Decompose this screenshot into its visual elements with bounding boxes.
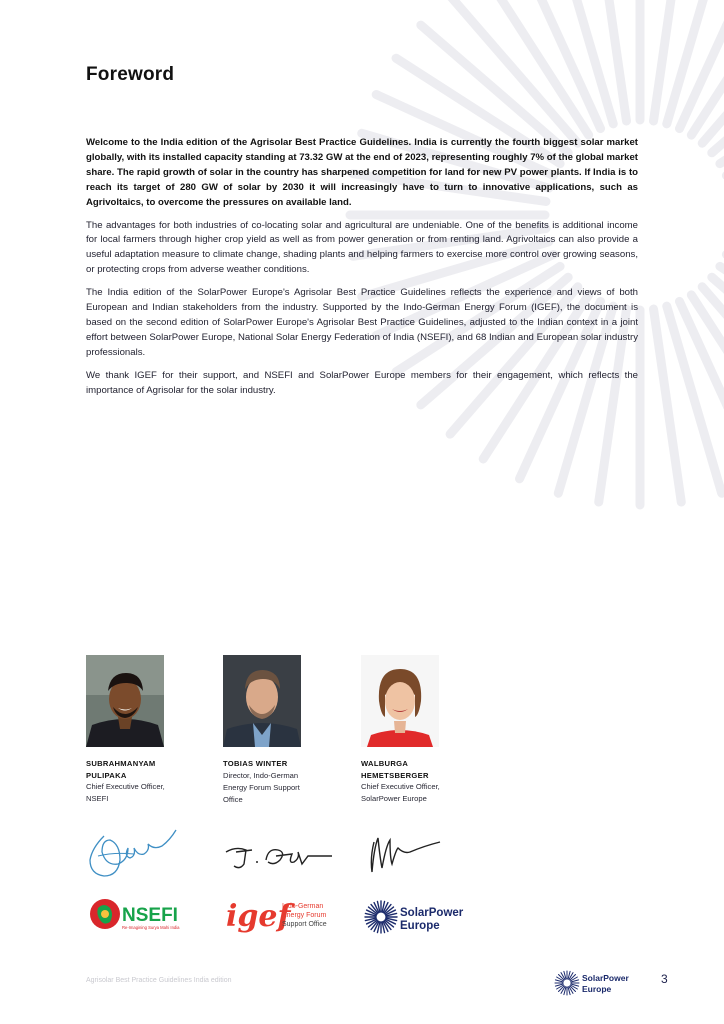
nsefi-wordmark: NSEFI <box>122 905 178 926</box>
signature-pulipaka <box>84 826 180 882</box>
nsefi-logo <box>86 896 190 936</box>
person-name: WALBURGA HEMETSBERGER <box>361 759 429 780</box>
person-name: SUBRAHMANYAM PULIPAKA <box>86 759 156 780</box>
person-role: Chief Executive Officer, SolarPower Europe <box>361 782 440 803</box>
sunburst-ray <box>520 0 601 129</box>
spe-line1: SolarPower <box>400 907 464 919</box>
nsefi-tagline: Re-Imagining Surya Mahi India <box>122 925 180 930</box>
igef-mark: igef <box>226 899 291 934</box>
igef-line3: Support Office <box>282 921 327 928</box>
person-role: Director, Indo-German Energy Forum Support Office <box>223 770 300 804</box>
igef-line1: Indo-German <box>282 903 324 910</box>
paragraph-thanks: We thank IGEF for their support, and NSEFI and SolarPower Europe members for their engagement, which reflects the importance of Agrisolar for the solar industry. <box>86 369 638 396</box>
page-title: Foreword <box>86 64 175 85</box>
portrait-photo-hemetsberger <box>361 655 439 747</box>
footer-brand-logo <box>554 968 634 998</box>
footer-brand-line2: Europe <box>582 984 612 994</box>
portrait-photo-winter <box>223 655 301 747</box>
signatory-hemetsberger <box>361 655 491 805</box>
foreword-body <box>86 136 638 407</box>
signatory-winter <box>223 655 353 806</box>
paragraph-edition: The India edition of the SolarPower Europe's Agrisolar Best Practice Guidelines reflects the experience and views of both European and Indian stakeholders from the industry. Supported by the Indo-German Energy Forum (IGEF), the document is based on the second edition of SolarPower Europe's Agrisolar Best Practice Guidelines, adjusted to the Indian context in a joint effort between SolarPower Europe, National Solar Energy Federation of India (NSEFI), and 68 Indian and European solar industry professionals. <box>86 287 638 358</box>
igef-logo <box>224 896 334 940</box>
paragraph-advantages: The advantages for both industries of co-locating solar and agricultural are undeniable. One of the benefits is additional income for local farmers through higher crop yield as well as from power generation or from renting land. Agrivoltaics can also provide a useful adaptation measure to climate change, shading plants and helping farmers to exercise more control over growing seasons, or protecting crops from adverse weather conditions. <box>86 219 638 276</box>
solarpower-europe-logo <box>364 898 474 936</box>
signature-winter <box>222 842 334 872</box>
footer-document-title: Agrisolar Best Practice Guidelines India edition <box>86 977 232 984</box>
person-role: Chief Executive Officer, NSEFI <box>86 782 165 803</box>
spe-line2: Europe <box>400 920 440 932</box>
footer-brand-line1: SolarPower <box>582 973 629 983</box>
igef-line2: Energy Forum <box>282 912 327 919</box>
signatory-pulipaka <box>86 655 216 805</box>
signature-hemetsberger <box>364 828 444 876</box>
paragraph-intro: Welcome to the India edition of the Agrisolar Best Practice Guidelines. India is currently the fourth biggest solar market globally, with its installed capacity standing at 73.32 GW at the end of 2023, representing roughly 7% of the global market share. The rapid growth of solar in the country has sharpened competition for land for new PV power plants. If India is to reach its target of 280 GW of solar by 2030 it will increasingly have to turn to innovative applications, such as Agrivoltaics, to overcome the pressures on available land. <box>86 137 638 208</box>
person-name: TOBIAS WINTER <box>223 759 288 768</box>
portrait-photo-pulipaka <box>86 655 164 747</box>
page-number: 3 <box>661 972 668 986</box>
